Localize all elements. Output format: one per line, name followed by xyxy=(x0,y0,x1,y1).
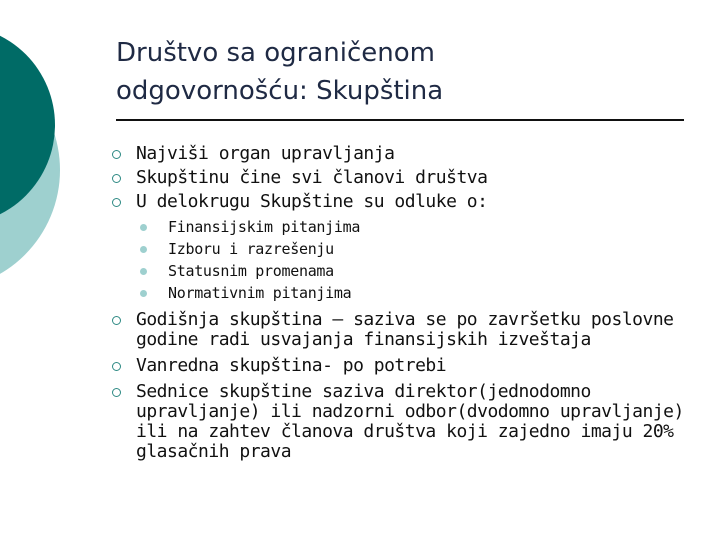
bullet-text: U delokrugu Skupštine su odluke o: xyxy=(136,191,488,212)
bullet-item xyxy=(110,356,700,376)
sub-bullet-item xyxy=(168,216,700,238)
title-line-2: odgovornošću: Skupština xyxy=(116,76,444,106)
bullet-item xyxy=(110,192,700,212)
ring-bullet-icon xyxy=(112,150,121,159)
ring-bullet-icon xyxy=(112,316,121,325)
ring-bullet-icon xyxy=(112,388,121,397)
bullet-text: Sednice skupštine saziva direktor(jednodomno upravljanje) ili nadzorni odbor(dvodomno upravljanje) ili na zahtev članova društva koji zajedno imaju 20% glasačnih prava xyxy=(136,381,684,462)
bullet-text: Najviši organ upravljanja xyxy=(136,143,395,164)
ring-bullet-icon xyxy=(112,362,121,371)
dot-bullet-icon xyxy=(140,268,147,275)
ring-bullet-icon xyxy=(112,198,121,207)
bullet-item xyxy=(110,310,700,350)
title-line-1: Društvo sa ograničenom xyxy=(116,38,435,68)
bullet-item xyxy=(110,168,700,188)
sub-bullet-list xyxy=(110,216,700,304)
bullet-item xyxy=(110,382,700,462)
decorative-circles xyxy=(0,0,110,290)
sub-bullet-item xyxy=(168,282,700,304)
dot-bullet-icon xyxy=(140,290,147,297)
ring-bullet-icon xyxy=(112,174,121,183)
slide-title xyxy=(116,34,696,110)
sub-bullet-item xyxy=(168,260,700,282)
dot-bullet-icon xyxy=(140,224,147,231)
bullet-text: Vanredna skupština- po potrebi xyxy=(136,355,447,376)
sub-bullet-text: Finansijskim pitanjima xyxy=(168,218,361,236)
bullet-item xyxy=(110,144,700,164)
sub-bullet-item xyxy=(168,238,700,260)
bullet-text: Skupštinu čine svi članovi društva xyxy=(136,167,488,188)
sub-bullet-text: Statusnim promenama xyxy=(168,262,334,280)
sub-bullet-text: Izboru i razrešenju xyxy=(168,240,334,258)
dot-bullet-icon xyxy=(140,246,147,253)
slide-content xyxy=(110,144,700,468)
bullet-text: Godišnja skupština – saziva se po završetku poslovne godine radi usvajanja finansijskih izveštaja xyxy=(136,309,674,350)
title-divider xyxy=(116,119,684,121)
sub-bullet-text: Normativnim pitanjima xyxy=(168,284,352,302)
